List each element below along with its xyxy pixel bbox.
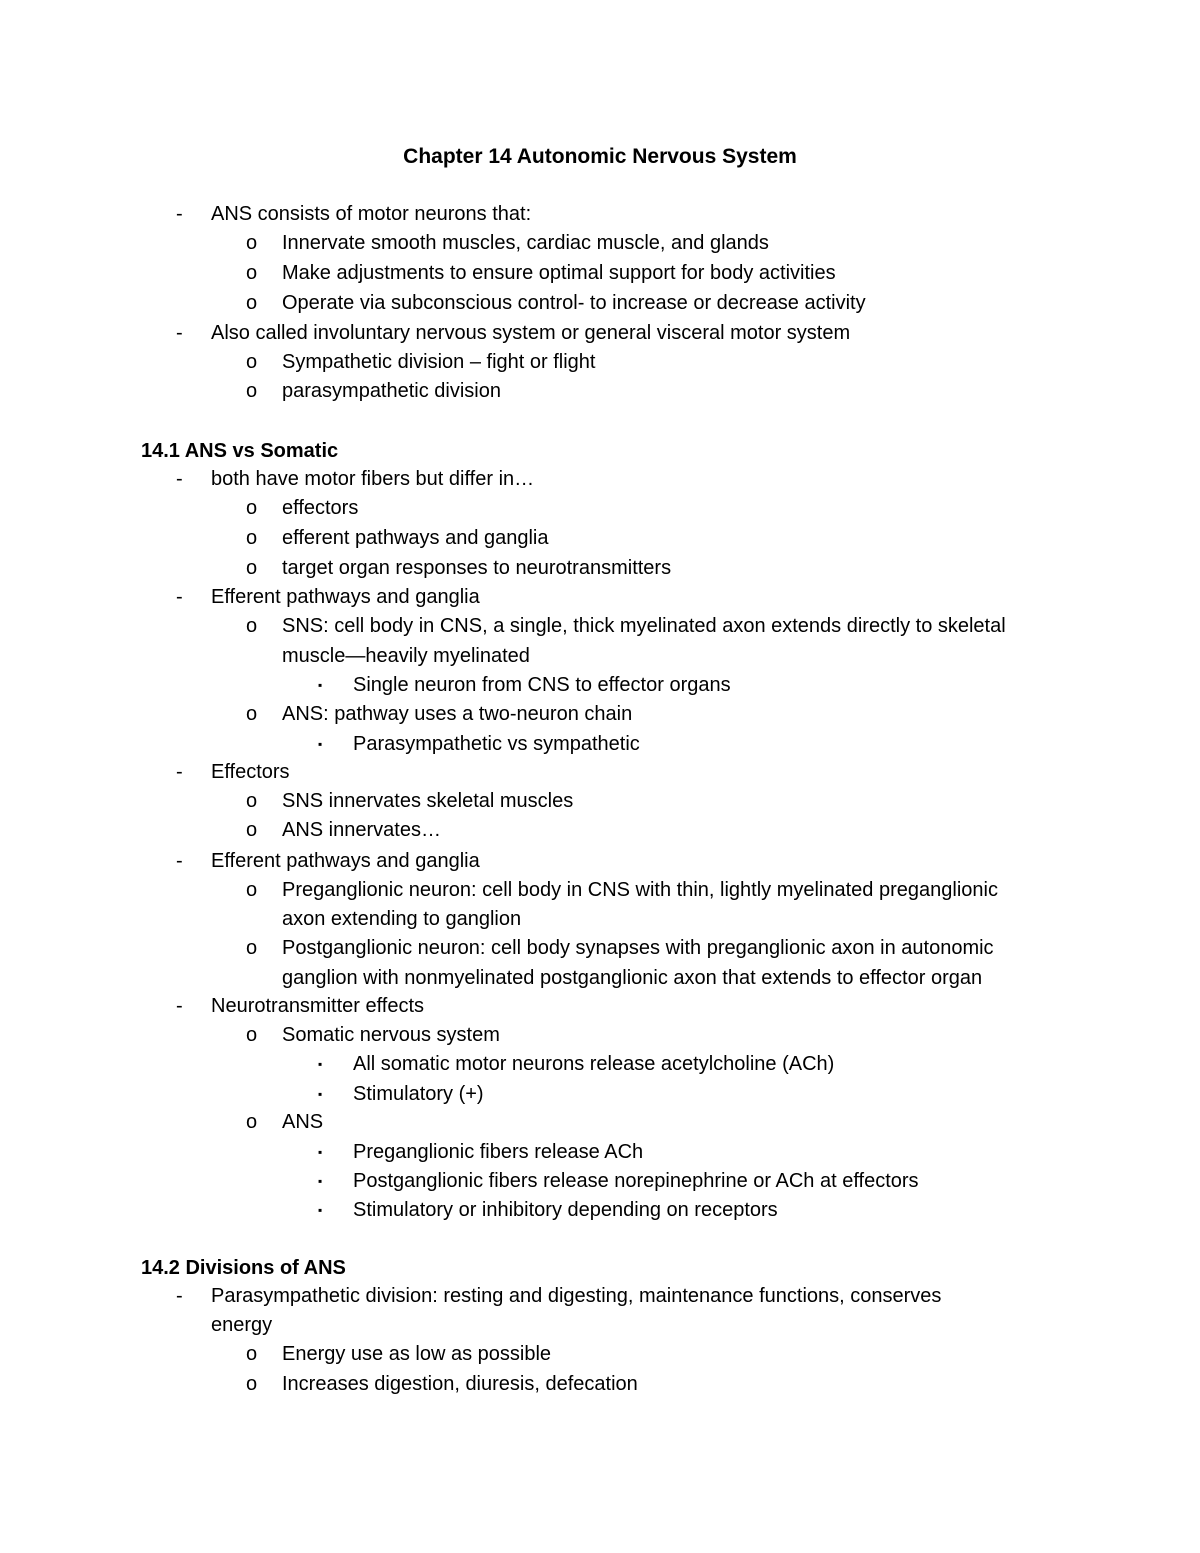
list-item-continuation: energy <box>211 1314 273 1336</box>
dash-marker: - <box>176 203 183 225</box>
circle-bullet: o <box>246 1111 258 1133</box>
circle-bullet: o <box>246 615 258 637</box>
list-item: Increases digestion, diuresis, defecation <box>282 1373 638 1395</box>
list-item: Effectors <box>211 761 290 783</box>
list-item: Parasympathetic division: resting and digesting, maintenance functions, conserves <box>211 1285 942 1307</box>
list-item: Single neuron from CNS to effector organs <box>353 674 731 696</box>
square-bullet: ▪ <box>318 678 323 692</box>
document-title: Chapter 14 Autonomic Nervous System <box>403 145 797 168</box>
list-item: Operate via subconscious control- to increase or decrease activity <box>282 292 866 314</box>
list-item: ANS consists of motor neurons that: <box>211 203 532 225</box>
circle-bullet: o <box>246 497 258 519</box>
circle-bullet: o <box>246 703 258 725</box>
list-item-continuation: muscle—heavily myelinated <box>282 645 530 667</box>
circle-bullet: o <box>246 1343 258 1365</box>
list-item: Postganglionic neuron: cell body synapses with preganglionic axon in autonomic <box>282 937 994 959</box>
list-item: Efferent pathways and ganglia <box>211 850 480 872</box>
list-item: SNS: cell body in CNS, a single, thick myelinated axon extends directly to skeletal <box>282 615 1006 637</box>
circle-bullet: o <box>246 1024 258 1046</box>
circle-bullet: o <box>246 557 258 579</box>
list-item: Stimulatory or inhibitory depending on receptors <box>353 1199 778 1221</box>
list-item: Sympathetic division – fight or flight <box>282 351 596 373</box>
list-item: Preganglionic fibers release ACh <box>353 1141 644 1163</box>
circle-bullet: o <box>246 351 258 373</box>
circle-bullet: o <box>246 879 258 901</box>
square-bullet: ▪ <box>318 1087 323 1101</box>
list-item-continuation: axon extending to ganglion <box>282 908 522 930</box>
circle-bullet: o <box>246 1373 258 1395</box>
dash-marker: - <box>176 468 183 490</box>
section-heading-14-1: 14.1 ANS vs Somatic <box>141 440 339 462</box>
dash-marker: - <box>176 761 183 783</box>
list-item: Innervate smooth muscles, cardiac muscle, and glands <box>282 232 769 254</box>
circle-bullet: o <box>246 380 258 402</box>
list-item: Also called involuntary nervous system or general visceral motor system <box>211 322 851 344</box>
list-item: ANS <box>282 1111 324 1133</box>
list-item: Preganglionic neuron: cell body in CNS with thin, lightly myelinated preganglionic <box>282 879 998 901</box>
dash-marker: - <box>176 995 183 1017</box>
circle-bullet: o <box>246 527 258 549</box>
list-item: effectors <box>282 497 359 519</box>
circle-bullet: o <box>246 937 258 959</box>
dash-marker: - <box>176 1285 183 1307</box>
list-item: Somatic nervous system <box>282 1024 500 1046</box>
list-item: both have motor fibers but differ in… <box>211 468 535 490</box>
circle-bullet: o <box>246 292 258 314</box>
list-item: Make adjustments to ensure optimal support for body activities <box>282 262 836 284</box>
list-item: Postganglionic fibers release norepinephrine or ACh at effectors <box>353 1170 919 1192</box>
list-item: Neurotransmitter effects <box>211 995 425 1017</box>
circle-bullet: o <box>246 790 258 812</box>
square-bullet: ▪ <box>318 1145 323 1159</box>
list-item: All somatic motor neurons release acetylcholine (ACh) <box>353 1053 835 1075</box>
circle-bullet: o <box>246 232 258 254</box>
list-item: SNS innervates skeletal muscles <box>282 790 574 812</box>
dash-marker: - <box>176 850 183 872</box>
square-bullet: ▪ <box>318 1057 323 1071</box>
list-item: ANS: pathway uses a two-neuron chain <box>282 703 633 725</box>
square-bullet: ▪ <box>318 1174 323 1188</box>
list-item: efferent pathways and ganglia <box>282 527 549 549</box>
circle-bullet: o <box>246 262 258 284</box>
list-item-continuation: ganglion with nonmyelinated postganglionic axon that extends to effector organ <box>282 967 983 989</box>
section-heading-14-2: 14.2 Divisions of ANS <box>141 1257 346 1279</box>
list-item: parasympathetic division <box>282 380 501 402</box>
list-item: Parasympathetic vs sympathetic <box>353 733 640 755</box>
dash-marker: - <box>176 322 183 344</box>
list-item: Energy use as low as possible <box>282 1343 552 1365</box>
square-bullet: ▪ <box>318 1203 323 1217</box>
list-item: ANS innervates… <box>282 819 441 841</box>
dash-marker: - <box>176 586 183 608</box>
list-item: Stimulatory (+) <box>353 1083 484 1105</box>
square-bullet: ▪ <box>318 737 323 751</box>
circle-bullet: o <box>246 819 258 841</box>
list-item: Efferent pathways and ganglia <box>211 586 480 608</box>
list-item: target organ responses to neurotransmitters <box>282 557 672 579</box>
